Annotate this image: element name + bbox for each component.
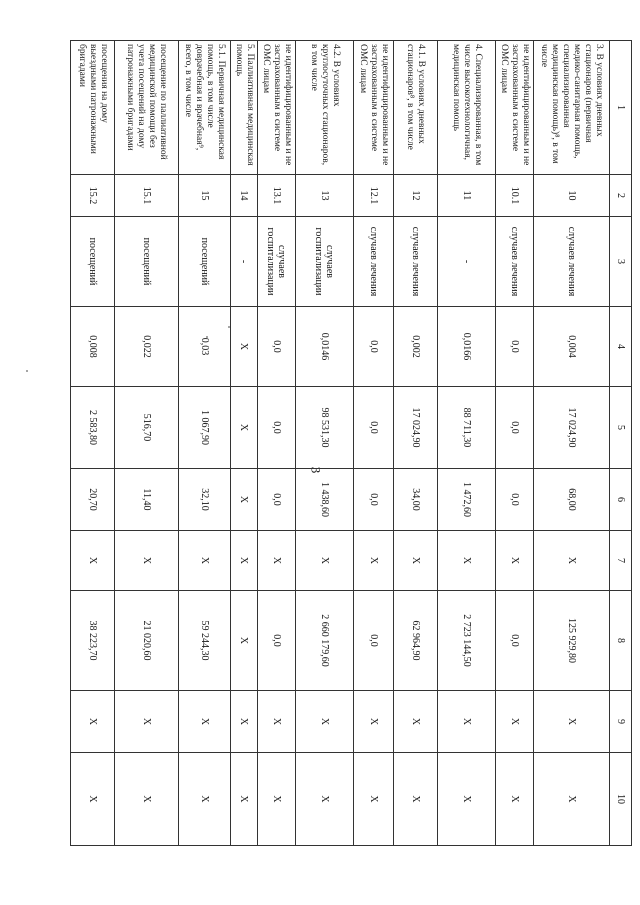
column-number: 7 — [610, 531, 632, 591]
row-label: посещения на дому выездными патронажными бригадами — [71, 41, 115, 175]
column-number: 4 — [610, 307, 632, 387]
value-cell: X — [231, 691, 258, 753]
row-number: 10 — [534, 175, 610, 217]
value-cell: X — [231, 387, 258, 469]
value-cell: 11,40 — [115, 469, 179, 531]
value-cell: X — [258, 531, 296, 591]
value-cell: X — [438, 691, 496, 753]
value-cell: 0,0 — [496, 469, 534, 531]
unit-cell: случаев лечения — [496, 217, 534, 307]
value-cell: 88 711,30 — [438, 387, 496, 469]
value-cell: X — [354, 753, 394, 846]
table-row — [179, 41, 231, 846]
unit-cell: посещений — [179, 217, 231, 307]
row-number: 15 — [179, 175, 231, 217]
value-cell: 0,0 — [496, 387, 534, 469]
value-cell: 0,0 — [354, 591, 394, 691]
value-cell: X — [496, 753, 534, 846]
value-cell: X — [258, 753, 296, 846]
row-label: 5. Паллиативная медицинская помощь — [231, 41, 258, 175]
table-row — [115, 41, 179, 846]
value-cell: 0,0 — [354, 469, 394, 531]
column-number: 8 — [610, 591, 632, 691]
value-cell: 0,002 — [394, 307, 438, 387]
value-cell: X — [394, 753, 438, 846]
column-number: 3 — [610, 217, 632, 307]
row-number: 12.1 — [354, 175, 394, 217]
value-cell: X — [258, 691, 296, 753]
value-cell: 0,0 — [258, 387, 296, 469]
value-cell: 0,008 — [71, 307, 115, 387]
value-cell: 20,70 — [71, 469, 115, 531]
value-cell: X — [179, 753, 231, 846]
value-cell: X — [534, 531, 610, 591]
row-number: 15.1 — [115, 175, 179, 217]
value-cell: 1 438,60 — [296, 469, 354, 531]
value-cell: X — [296, 691, 354, 753]
value-cell: 2 583,80 — [71, 387, 115, 469]
value-cell: 0,0146 — [296, 307, 354, 387]
value-cell: X — [354, 531, 394, 591]
value-cell: X — [179, 531, 231, 591]
unit-cell: - — [231, 217, 258, 307]
value-cell: 0,004 — [534, 307, 610, 387]
value-cell: 68,00 — [534, 469, 610, 531]
value-cell: 59 244,30 — [179, 591, 231, 691]
value-cell: X — [231, 591, 258, 691]
row-number: 15.2 — [71, 175, 115, 217]
value-cell: 0,0 — [496, 307, 534, 387]
value-cell: X — [115, 691, 179, 753]
value-cell: 125 929,80 — [534, 591, 610, 691]
value-cell: X — [71, 753, 115, 846]
row-number: 13.1 — [258, 175, 296, 217]
value-cell: 1 472,60 — [438, 469, 496, 531]
value-cell: X — [496, 531, 534, 591]
table-row — [258, 41, 296, 846]
row-number: 13 — [296, 175, 354, 217]
value-cell: 0,0 — [258, 307, 296, 387]
column-number-row — [610, 41, 632, 846]
rotated-table-frame — [77, 40, 632, 845]
value-cell: 516,70 — [115, 387, 179, 469]
value-cell: X — [115, 753, 179, 846]
value-cell: X — [231, 531, 258, 591]
value-cell: 2 723 144,50 — [438, 591, 496, 691]
table-row — [534, 41, 610, 846]
row-label: 3. В условиях дневных стационаров (первичная медико-санитарная помощь, специализированная медицинская помощь)⁸, в том числе — [534, 41, 610, 175]
unit-cell: случаев лечения — [394, 217, 438, 307]
row-label: не идентифицированным и не застрахованным в системе ОМС лицам — [496, 41, 534, 175]
table-row — [231, 41, 258, 846]
value-cell: X — [296, 531, 354, 591]
value-cell: 2 660 179,60 — [296, 591, 354, 691]
value-cell: X — [231, 307, 258, 387]
scan-speck — [228, 326, 230, 328]
value-cell: X — [115, 531, 179, 591]
value-cell: 0,0 — [258, 591, 296, 691]
table-row — [394, 41, 438, 846]
column-number: 1 — [610, 41, 632, 175]
column-number: 5 — [610, 387, 632, 469]
unit-cell: посещений — [71, 217, 115, 307]
value-cell: X — [71, 531, 115, 591]
column-number: 9 — [610, 691, 632, 753]
value-cell: X — [394, 691, 438, 753]
column-number: 6 — [610, 469, 632, 531]
value-cell: 17 024,90 — [394, 387, 438, 469]
table-row — [496, 41, 534, 846]
table-row — [354, 41, 394, 846]
row-label: посещение по паллиативной медицинской помощи без учета посещений на дому патронажными бригадами — [115, 41, 179, 175]
row-label: 4.1. В условиях дневных стационаров⁸, в том числе — [394, 41, 438, 175]
value-cell: X — [438, 753, 496, 846]
row-number: 12 — [394, 175, 438, 217]
value-cell: X — [179, 691, 231, 753]
table-row — [71, 41, 115, 846]
table-row — [296, 41, 354, 846]
table-row — [438, 41, 496, 846]
value-cell: 62 964,90 — [394, 591, 438, 691]
value-cell: 17 024,90 — [534, 387, 610, 469]
column-number: 10 — [610, 753, 632, 846]
value-cell: X — [354, 691, 394, 753]
value-cell: 0,0 — [496, 591, 534, 691]
value-cell: X — [71, 691, 115, 753]
scan-speck — [26, 370, 28, 372]
value-cell: 0,03 — [179, 307, 231, 387]
unit-cell: случаев госпитализации — [258, 217, 296, 307]
value-cell: X — [496, 691, 534, 753]
row-label: не идентифицированным и не застрахованным в системе ОМС лицам — [258, 41, 296, 175]
row-number: 11 — [438, 175, 496, 217]
unit-cell: случаев госпитализации — [296, 217, 354, 307]
value-cell: 0,0 — [258, 469, 296, 531]
scan-speck — [206, 336, 208, 338]
value-cell: 0,0166 — [438, 307, 496, 387]
row-label: 4.2. В условиях круглосуточных стационаров, в том числе — [296, 41, 354, 175]
value-cell: 34,00 — [394, 469, 438, 531]
page-number: 3 — [308, 466, 324, 474]
value-cell: X — [534, 691, 610, 753]
value-cell: 21 020,60 — [115, 591, 179, 691]
value-cell: X — [438, 531, 496, 591]
value-cell: X — [231, 753, 258, 846]
value-cell: 32,10 — [179, 469, 231, 531]
row-label: 4. Специализированная, в том числе высокотехнологичная, медицинская помощь — [438, 41, 496, 175]
value-cell: 0,0 — [354, 387, 394, 469]
value-cell: 38 223,70 — [71, 591, 115, 691]
value-cell: 0,0 — [354, 307, 394, 387]
row-number: 10.1 — [496, 175, 534, 217]
unit-cell: случаев лечения — [534, 217, 610, 307]
value-cell: 1 067,90 — [179, 387, 231, 469]
unit-cell: посещений — [115, 217, 179, 307]
row-label: 5.1. Первичная медицинская помощь, в том числе доврачебная и врачебная⁹, всего, в том числе — [179, 41, 231, 175]
value-cell: X — [534, 753, 610, 846]
value-cell: X — [394, 531, 438, 591]
value-cell: 0,022 — [115, 307, 179, 387]
unit-cell: - — [438, 217, 496, 307]
unit-cell: случаев лечения — [354, 217, 394, 307]
row-number: 14 — [231, 175, 258, 217]
value-cell: 98 531,30 — [296, 387, 354, 469]
column-number: 2 — [610, 175, 632, 217]
value-cell: X — [231, 469, 258, 531]
value-cell: X — [296, 753, 354, 846]
tariff-table — [70, 40, 632, 846]
row-label: не идентифицированным и не застрахованным в системе ОМС лицам — [354, 41, 394, 175]
